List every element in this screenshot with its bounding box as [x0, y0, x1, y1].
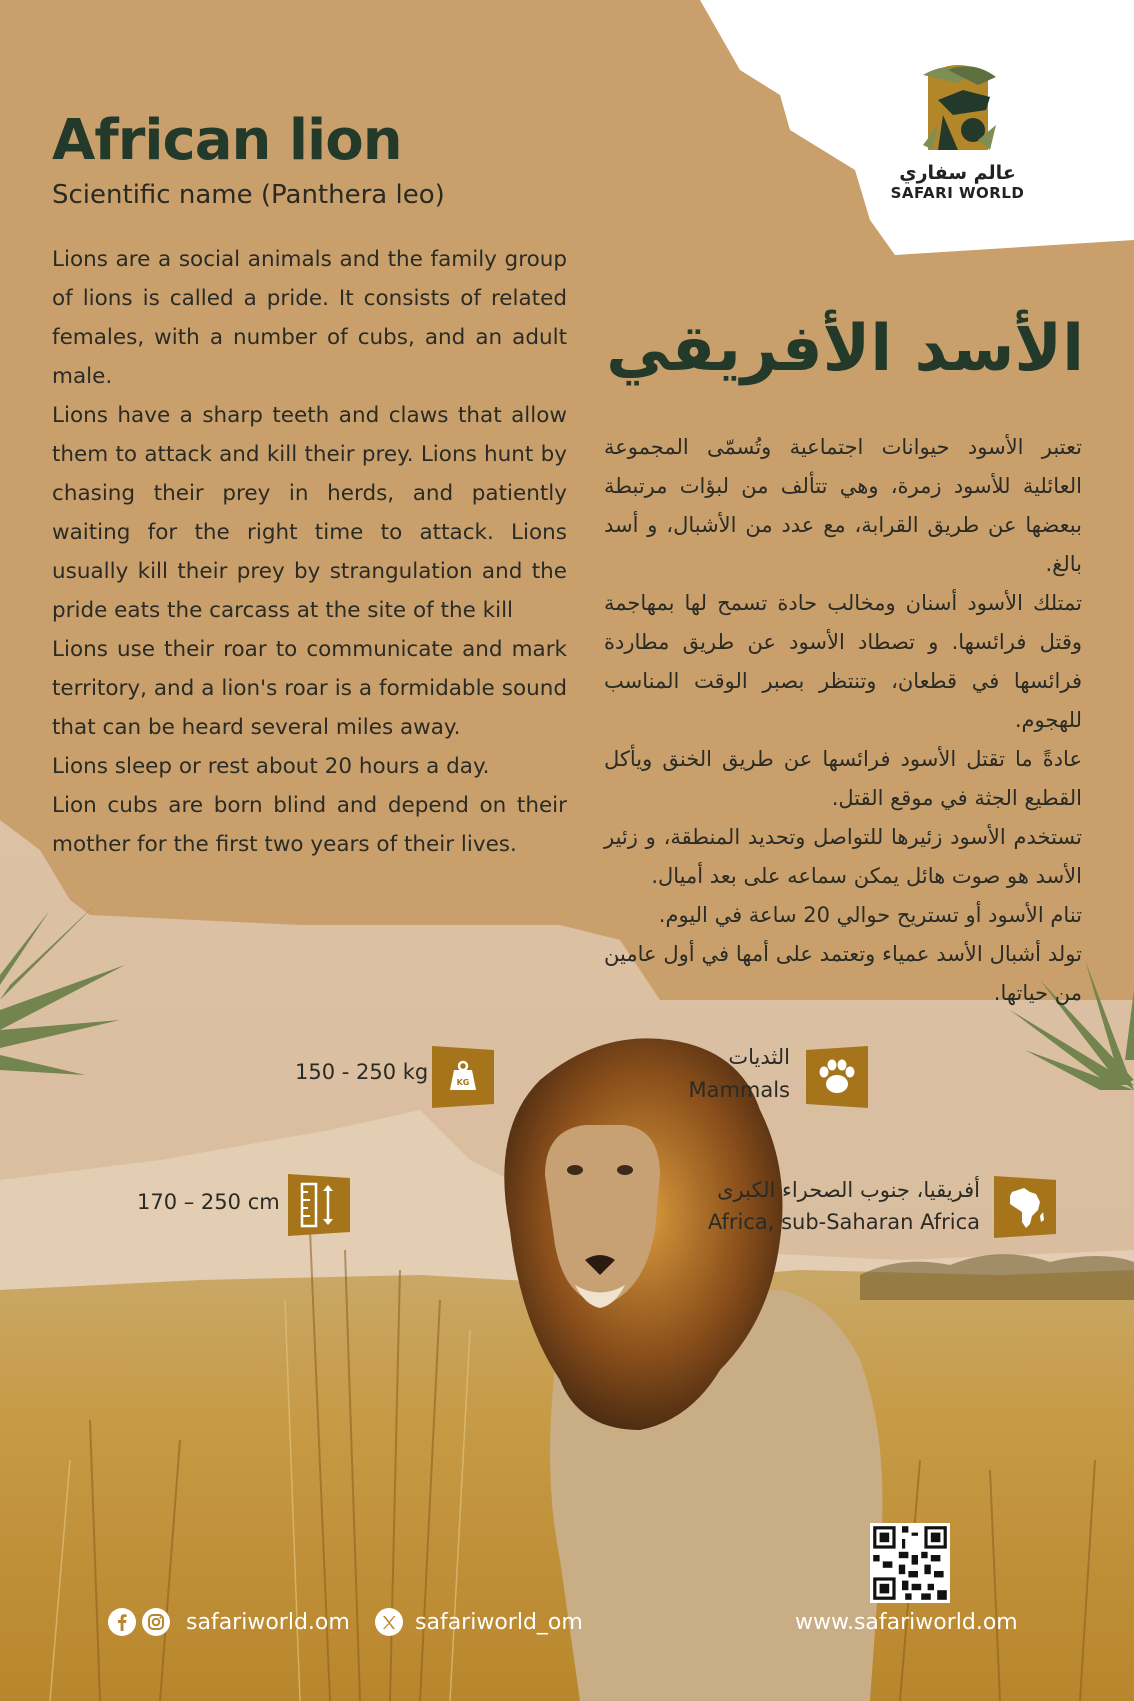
weight-value: 150 - 250 kg [295, 1060, 429, 1084]
weight-icon [432, 1046, 494, 1112]
paragraph-ar-6: تولد أشبال الأسد عمياء وتعتمد على أمها في أول عامين من حياتها. [604, 942, 1082, 1005]
description-english [52, 240, 567, 864]
class-english: Mammals [688, 1078, 790, 1102]
x-handle[interactable]: safariworld_om [415, 1609, 583, 1635]
paragraph-en-4: Lions sleep or rest about 20 hours a day. [52, 754, 490, 779]
footer-x [375, 1608, 583, 1636]
social-handle[interactable]: safariworld.om [186, 1609, 350, 1635]
brand-name-english: SAFARI WORLD [890, 184, 1025, 202]
scientific-name: Scientific name (Panthera leo) [52, 180, 445, 210]
paragraph-ar-1: تعتبر الأسود حيوانات اجتماعية وتُسمّى المجموعة العائلية للأسود زمرة، وهي تتألف من لبؤات مرتبطة ببعضها عن طريق القرابة، مع عدد من الأشبال، و أسد بالغ. [604, 435, 1082, 576]
safari-world-emblem-icon [918, 55, 998, 160]
description-arabic [604, 428, 1082, 1013]
height-ruler-icon [288, 1174, 350, 1240]
africa-map-icon [994, 1176, 1056, 1242]
qr-code-pattern [870, 1523, 950, 1603]
paragraph-en-1: Lions are a social animals and the family group of lions is called a pride. It consists of related females, with a number of cubs, and an adult male. [52, 247, 567, 389]
facebook-icon[interactable] [108, 1608, 136, 1636]
instagram-icon[interactable] [142, 1608, 170, 1636]
paragraph-en-3: Lions use their roar to communicate and mark territory, and a lion's roar is a formidable sound that can be heard several miles away. [52, 637, 567, 740]
class-arabic: الثديات [728, 1045, 790, 1069]
x-icon[interactable] [375, 1608, 403, 1636]
range-english: Africa, sub-Saharan Africa [707, 1210, 980, 1234]
page-title-english: African lion [52, 108, 402, 173]
safari-world-logo[interactable] [880, 55, 1035, 202]
paw-icon [806, 1046, 868, 1112]
weight-icon-label: KG [456, 1078, 470, 1087]
paragraph-ar-3: عادةً ما تقتل الأسود فرائسها عن طريق الخنق ويأكل القطيع الجثة في موقع القتل. [604, 747, 1082, 810]
qr-code[interactable] [870, 1523, 950, 1603]
paragraph-ar-4: تستخدم الأسود زئيرها للتواصل وتحديد المنطقة، و زئير الأسد هو صوت هائل يمكن سماعه على بعد أميال. [604, 825, 1082, 888]
footer-social [108, 1608, 350, 1636]
page-title-arabic: الأسد الأفريقي [606, 312, 1084, 386]
paragraph-ar-2: تمتلك الأسود أسنان ومخالب حادة تسمح لها بمهاجمة وقتل فرائسها. و تصطاد الأسود عن طريق مطاردة فرائسها في قطعان، وتنتظر بصبر الوقت المناسب للهجوم. [604, 591, 1082, 732]
brand-name-arabic: عالم سفاري [899, 162, 1016, 184]
paragraph-en-2: Lions have a sharp teeth and claws that allow them to attack and kill their prey. Lions hunt by chasing their prey in herds, and patiently waiting for the right time to attack. Lions usually kill their prey by strangulation and the pride eats the carcass at the site of the kill [52, 403, 567, 623]
height-value: 170 – 250 cm [137, 1190, 280, 1214]
paragraph-en-5: Lion cubs are born blind and depend on their mother for the first two years of their lives. [52, 793, 567, 857]
paragraph-ar-5: تنام الأسود أو تستريح حوالي 20 ساعة في اليوم. [658, 903, 1082, 927]
website-link[interactable]: www.safariworld.om [795, 1610, 1018, 1635]
range-arabic: أفريقيا، جنوب الصحراء الكبرى [717, 1178, 980, 1202]
